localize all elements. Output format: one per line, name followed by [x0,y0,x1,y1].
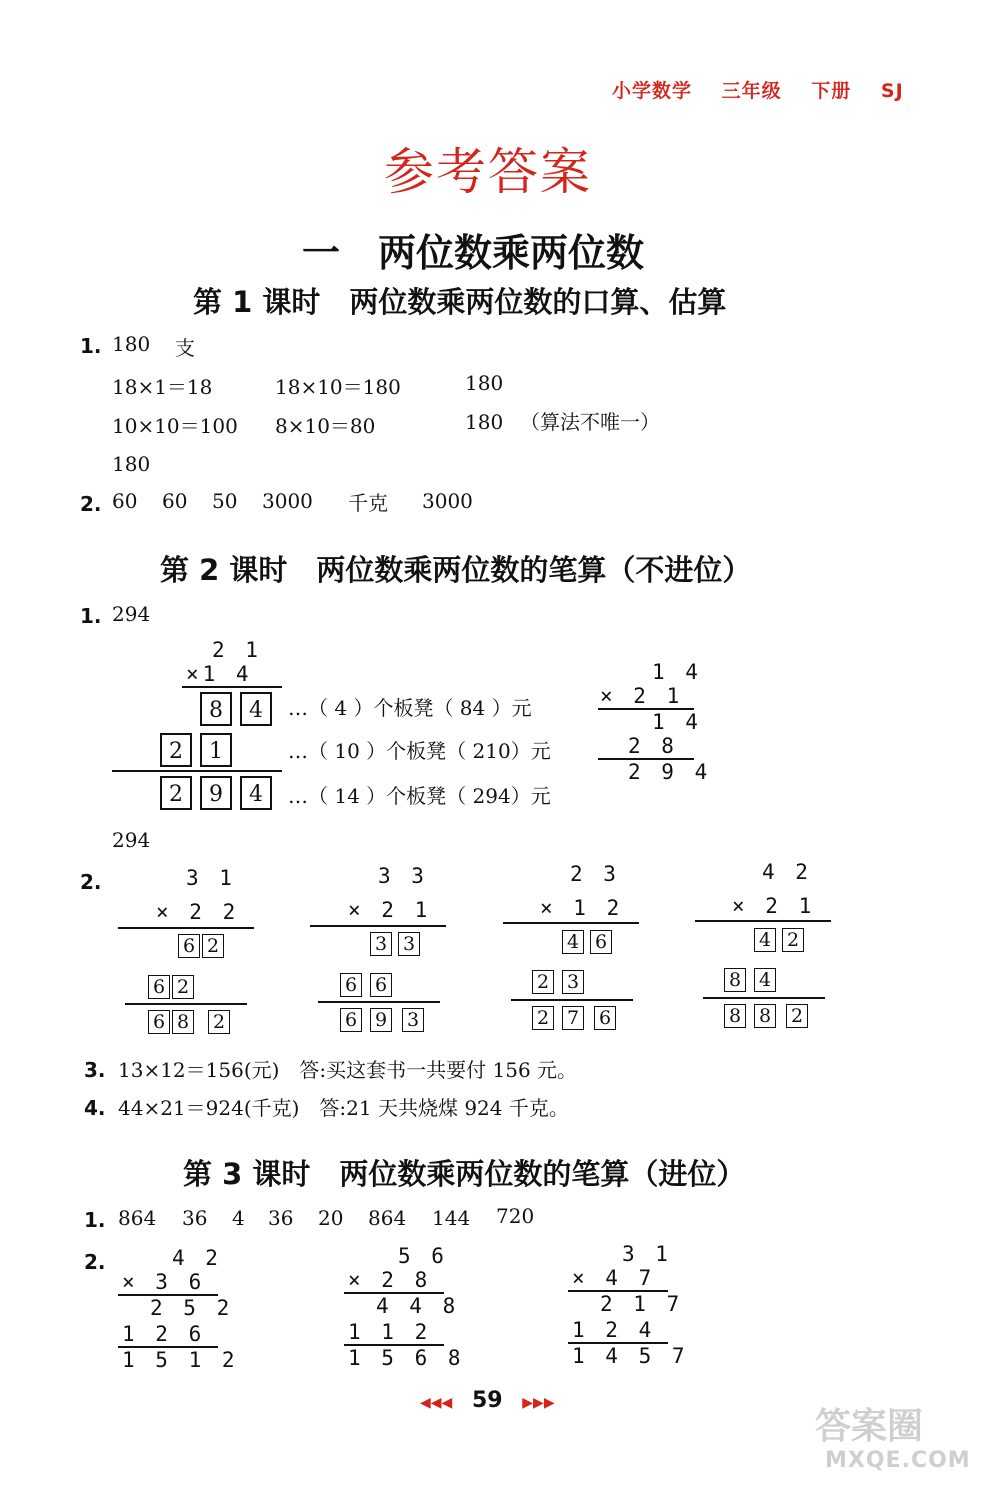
l1-r1-b: 18×10＝180 [275,375,401,399]
l3-q1-g: 144 [432,1206,471,1230]
l2-q2-c4-sum: 8 [754,1004,776,1028]
l2-q2-c1-p2: 2 [172,975,194,999]
header-volume: 下册 [811,80,852,102]
lesson2-title: 第 2 课时 两位数乘两位数的笔算（不进位） [160,553,752,587]
l2-q2-c1-p2: 6 [148,975,170,999]
l3-q1-f: 864 [368,1206,407,1230]
l2-q2-num: 2. [80,870,102,894]
l2-q2-c1-rule1 [118,927,254,929]
l2-mult-rule [182,686,282,688]
l2-q2-c1-sum: 8 [172,1010,194,1034]
l2-q1-num: 1. [80,604,102,628]
l2-q2-c1-p1: 6 [178,934,200,958]
l3-q1-d: 36 [268,1206,294,1230]
lesson1-title: 第 1 课时 两位数乘两位数的口算、估算 [193,285,727,319]
l2-q2-c4-p1: 4 [754,928,776,952]
l2-note-1: …（ 4 ）个板凳（ 84 ）元 [288,696,532,720]
l2-r2-box: 2 [160,733,192,767]
l1-q2-d: 3000 [262,489,313,513]
l1-q1-unit: 支 [175,336,195,360]
l3-c1-mul: × 3 6 [122,1270,206,1294]
l2-q1-repeat: 294 [112,828,151,852]
l3-c3-sum: 1 4 5 7 [572,1344,689,1368]
l2-q2-c2-rule1 [310,925,446,927]
l3-c3-p1: 2 1 7 [600,1292,684,1316]
l3-q1-a: 864 [118,1206,157,1230]
l2-note-2: …（ 10 ）个板凳（ 210）元 [288,739,551,763]
l2-q2-c3-p2: 3 [562,970,584,994]
l1-r2-c: 180 [465,410,504,434]
l3-q2-num: 2. [84,1250,106,1274]
l2-mult-top: 2 1 [212,638,262,662]
left-arrows-icon: ◀◀◀ [420,1395,453,1411]
l2-q2-c3-sum: 7 [562,1006,584,1030]
l2-q2-c4-p2: 8 [724,968,746,992]
l1-r1-a: 18×1＝18 [112,375,213,399]
l3-c3-mul: × 4 7 [572,1266,656,1290]
l2-q2-c3-p1: 4 [562,930,584,954]
l2-q2-c4-sum: 8 [724,1004,746,1028]
l3-c1-p1: 2 5 2 [150,1296,234,1320]
l2-q2-c2-p1: 3 [370,932,392,956]
chapter-title: 一 两位数乘两位数 [302,231,645,275]
l3-c2-top: 5 6 [398,1244,448,1268]
l2-q2-c2-sum: 9 [370,1008,392,1032]
l2-q2-c3-sum: 2 [532,1006,554,1030]
l2-q4-answer: 44×21＝924(千克) 答:21 天共烧煤 924 千克。 [118,1096,569,1120]
l3-c2-p2: 1 1 2 [348,1320,432,1344]
l2-q2-c1-top: 3 1 [186,866,236,890]
l2-q2-c1-sum: 6 [148,1010,170,1034]
l2-mult-bottom: ×1 4 [186,662,253,686]
l2-side-mul: × 2 1 [600,684,684,708]
right-arrows-icon: ▶▶▶ [522,1395,555,1411]
l1-q2-b: 60 [162,489,188,513]
l1-q2-a: 60 [112,489,138,513]
l3-q1-h: 720 [496,1204,535,1228]
l2-side-p2: 2 8 [628,734,678,758]
l1-r2-note: （算法不唯一） [520,410,660,434]
l2-q2-c2-sum: 3 [402,1008,424,1032]
l2-q2-c3-p1: 6 [590,930,612,954]
l2-q2-c4-p1: 2 [782,928,804,952]
l2-q2-c4-rule1 [695,920,831,922]
l3-c2-sum: 1 5 6 8 [348,1346,465,1370]
l1-r2-b: 8×10＝80 [275,414,376,438]
l3-c3-top: 3 1 [622,1242,672,1266]
l2-q2-c1-sum: 2 [208,1010,230,1034]
l2-q2-c2-rule2 [318,1001,440,1003]
l1-q2-c: 50 [212,489,238,513]
header-grade: 三年级 [721,80,782,102]
l2-r2-box: 1 [200,733,232,767]
l2-q2-c4-p2: 4 [754,968,776,992]
l2-q2-c3-mul: × 1 2 [540,896,624,920]
l1-r1-c: 180 [465,371,504,395]
l2-r3-box: 9 [200,776,232,810]
watermark-logo: 答案圈 [815,1406,924,1447]
l2-q2-c2-p2: 6 [340,973,362,997]
page-title: 参考答案 [384,143,592,201]
l2-q2-c2-top: 3 3 [378,864,428,888]
l2-r1-box: 4 [240,692,272,726]
l1-r2-a: 10×10＝100 [112,414,238,438]
l2-q3-answer: 13×12＝156(元) 答:买这套书一共要付 156 元。 [118,1058,578,1082]
l2-q2-c3-sum: 6 [594,1006,616,1030]
l3-q1-e: 20 [318,1206,344,1230]
l2-q2-c3-rule1 [503,922,639,924]
page-number: 59 [471,1388,503,1413]
l2-q2-c1-mul: × 2 2 [156,900,240,924]
l3-c1-p2: 1 2 6 [122,1322,206,1346]
l3-c1-top: 4 2 [172,1246,222,1270]
l3-q1-b: 36 [182,1206,208,1230]
l1-r3: 180 [112,452,151,476]
l2-q2-c1-p1: 2 [202,934,224,958]
l2-q3-num: 3. [84,1058,106,1082]
l2-q2-c1-rule2 [125,1003,247,1005]
watermark-url: MXQE.COM [825,1448,971,1473]
lesson3-title: 第 3 课时 两位数乘两位数的笔算（进位） [183,1157,746,1191]
l3-c3-p2: 1 2 4 [572,1318,656,1342]
l2-q2-c2-p2: 6 [370,973,392,997]
page-footer [420,1388,555,1413]
l3-c2-p1: 4 4 8 [376,1294,460,1318]
l1-q2-f: 3000 [422,489,473,513]
header-edition: SJ [880,80,904,102]
book-header [612,76,926,103]
l2-side-sum: 2 9 4 [628,760,712,784]
l2-q2-c3-rule2 [511,999,633,1001]
l2-q4-num: 4. [84,1096,106,1120]
l2-r1-box: 8 [200,692,232,726]
l2-q1-answer: 294 [112,602,151,626]
l2-q2-c4-top: 4 2 [762,860,812,884]
l2-q2-c4-sum: 2 [786,1004,808,1028]
l3-q1-c: 4 [232,1206,245,1230]
l3-c1-sum: 1 5 1 2 [122,1348,239,1372]
l2-q2-c2-p1: 3 [398,932,420,956]
l2-note-3: …（ 14 ）个板凳（ 294）元 [288,784,551,808]
l2-q2-c3-top: 2 3 [570,862,620,886]
l2-q2-c4-mul: × 2 1 [732,894,816,918]
l2-sum-rule [112,770,282,772]
l1-q1-num: 1. [80,334,102,358]
l3-c2-mul: × 2 8 [348,1268,432,1292]
l2-q2-c3-p2: 2 [532,970,554,994]
l1-q2-num: 2. [80,492,102,516]
l2-r3-box: 2 [160,776,192,810]
l3-q1-num: 1. [84,1208,106,1232]
l1-q2-e: 千克 [348,491,388,515]
l2-q2-c2-sum: 6 [340,1008,362,1032]
l2-side-p1: 1 4 [652,710,702,734]
l2-q2-c4-rule2 [703,997,825,999]
header-subject: 小学数学 [612,80,693,102]
l2-r3-box: 4 [240,776,272,810]
l2-q2-c2-mul: × 2 1 [348,898,432,922]
l1-q1-answer: 180 [112,332,151,356]
l2-side-top: 1 4 [652,660,702,684]
